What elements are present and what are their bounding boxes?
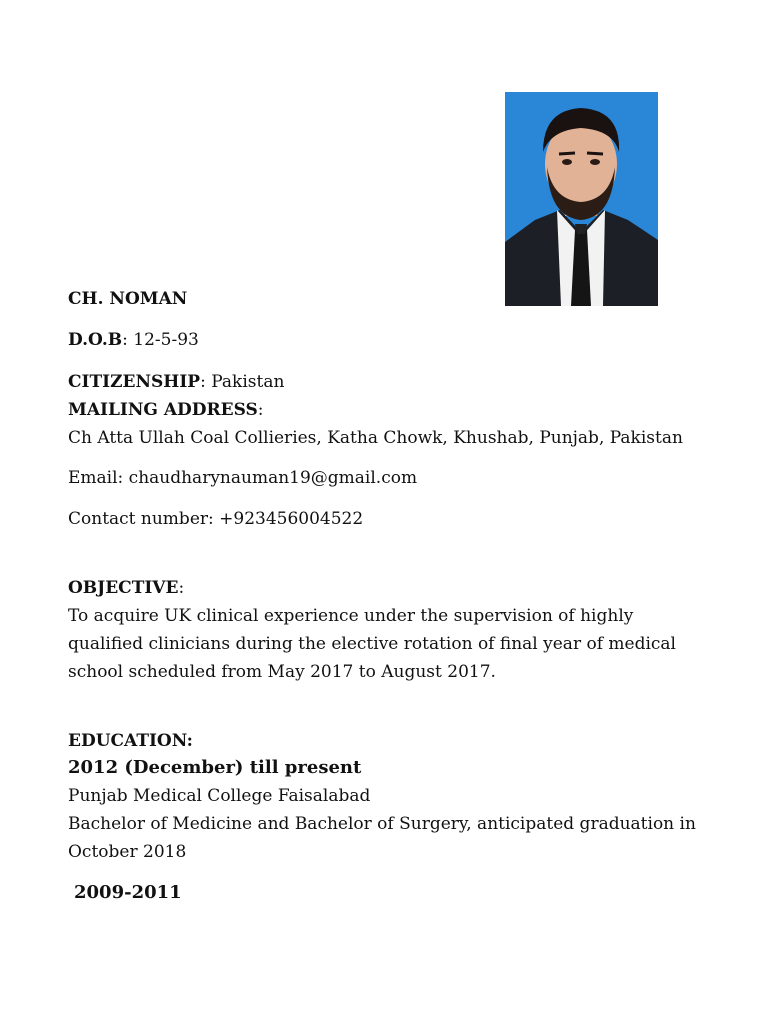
objective-colon: : [178,578,185,598]
education-degree-line: October 2018 [68,842,187,862]
mailing-label: MAILING ADDRESS [68,400,258,420]
applicant-name: CH. NOMAN [68,289,188,309]
mailing-colon: : [257,400,264,420]
objective-label: OBJECTIVE [68,578,179,598]
citizenship-line [68,368,284,396]
mailing-address: Ch Atta Ullah Coal Collieries, Katha Chowk, Khushab, Punjab, Pakistan [68,428,683,448]
profile-photo [505,92,658,306]
education-period: 2009-2011 [74,882,182,903]
education-heading: EDUCATION: [68,731,193,751]
mailing-heading [68,396,264,424]
dob-value: : 12-5-93 [122,330,199,350]
dob-label: D.O.B [68,330,123,350]
objective-line: To acquire UK clinical experience under the supervision of highly [68,606,634,626]
objective-line: school scheduled from May 2017 to August 2017. [68,662,496,682]
education-period: 2012 (December) till present [68,757,362,778]
dob-line [68,326,199,354]
contact-line: Contact number: +923456004522 [68,509,364,529]
email-line: Email: chaudharynauman19@gmail.com [68,468,418,488]
education-institution: Punjab Medical College Faisalabad [68,786,371,806]
objective-line: qualified clinicians during the elective rotation of final year of medical [68,634,676,654]
citizenship-value: : Pakistan [200,372,285,392]
citizenship-label: CITIZENSHIP [68,372,201,392]
objective-heading [68,574,184,602]
education-degree-line: Bachelor of Medicine and Bachelor of Surgery, anticipated graduation in [68,814,696,834]
